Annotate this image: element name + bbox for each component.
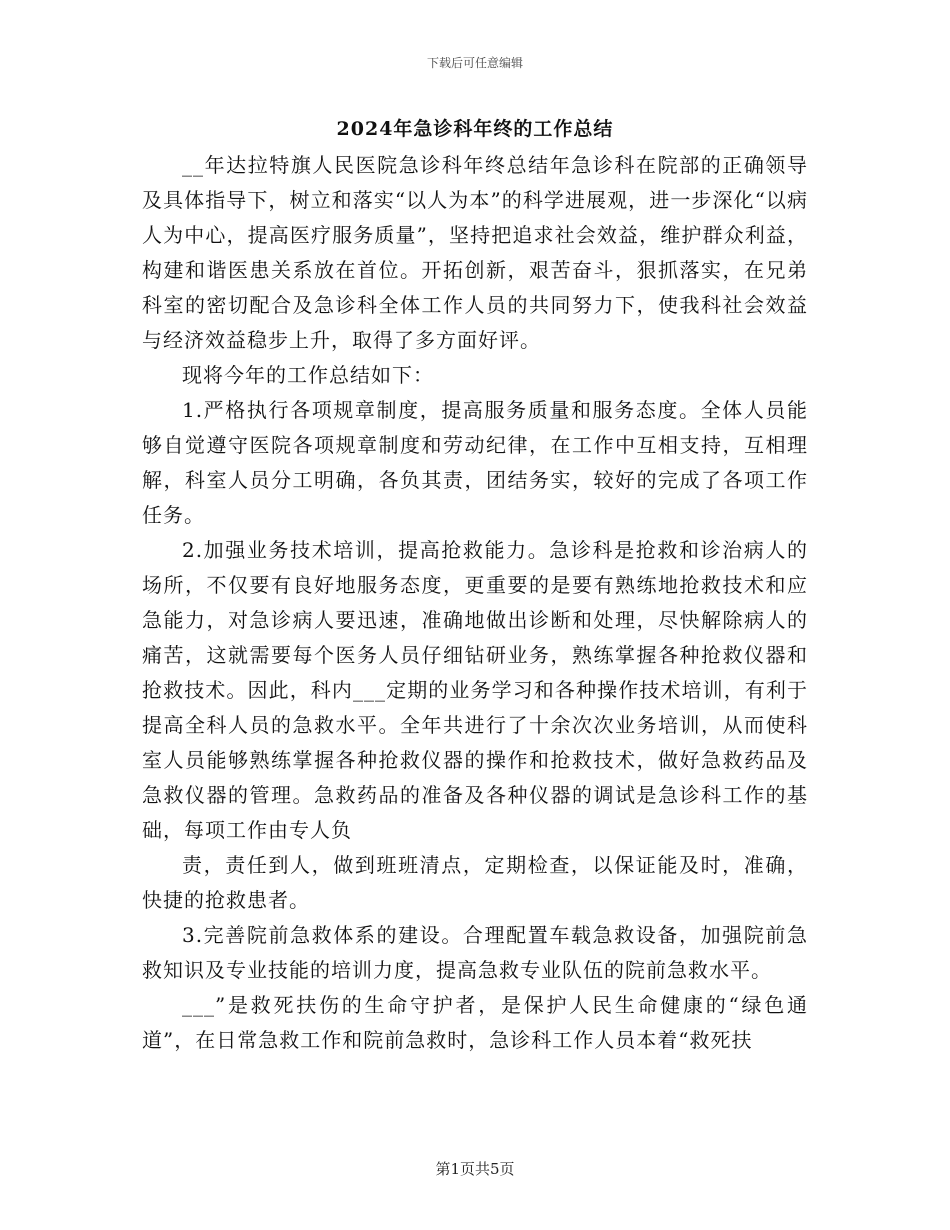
paragraph-item-2-continued: 责，责任到人，做到班班清点，定期检查，以保证能及时，准确，快捷的抢救患者。: [142, 853, 808, 912]
paragraph-intro: __年达拉特旗人民医院急诊科年终总结年急诊科在院部的正确领导及具体指导下，树立和落实“以人为本”的科学进展观，进一步深化“以病人为中心，提高医疗服务质量”，坚持把追求社会效益，维护群众利益，构建和谐医患关系放在首位。开拓创新，艰苦奋斗，狠抓落实，在兄弟科室的密切配合及急诊科全体工作人员的共同努力下，使我科社会效益与经济效益稳步上升，取得了多方面好评。: [142, 153, 808, 352]
paragraph-item-2: 2.加强业务技术培训，提高抢救能力。急诊科是抢救和诊治病人的场所，不仅要有良好地服务态度，更重要的是要有熟练地抢救技术和应急能力，对急诊病人要迅速，准确地做出诊断和处理，尽快解除病人的痛苦，这就需要每个医务人员仔细钻研业务，熟练掌握各种抢救仪器和抢救技术。因此，科内___定期的业务学习和各种操作技术培训，有利于提高全科人员的急救水平。全年共进行了十余次次业务培训，从而使科室人员能够熟练掌握各种抢救仪器的操作和抢救技术，做好急救药品及急救仪器的管理。急救药品的准备及各种仪器的调试是急诊科工作的基础，每项工作由专人负: [142, 538, 808, 842]
download-note: 下载后可任意编辑: [426, 56, 523, 70]
document-body: [142, 148, 808, 1058]
page-number: 第1页共5页: [435, 1160, 515, 1178]
paragraph-item-3: 3.完善院前急救体系的建设。合理配置车载急救设备，加强院前急救知识及专业技能的培训力度，提高急救专业队伍的院前急救水平。: [142, 923, 808, 982]
document-title: 2024年急诊科年终的工作总结: [336, 118, 614, 140]
paragraph-item-1: 1.严格执行各项规章制度，提高服务质量和服务态度。全体人员能够自觉遵守医院各项规章制度和劳动纪律，在工作中互相支持，互相理解，科室人员分工明确，各负其责，团结务实，较好的完成了各项工作任务。: [142, 398, 808, 527]
paragraph-summary-lead: 现将今年的工作总结如下：: [182, 363, 434, 387]
paragraph-closing: ___”是救死扶伤的生命守护者，是保护人民生命健康的“绿色通道”，在日常急救工作和院前急救时，急诊科工作人员本着“救死扶: [142, 993, 808, 1052]
